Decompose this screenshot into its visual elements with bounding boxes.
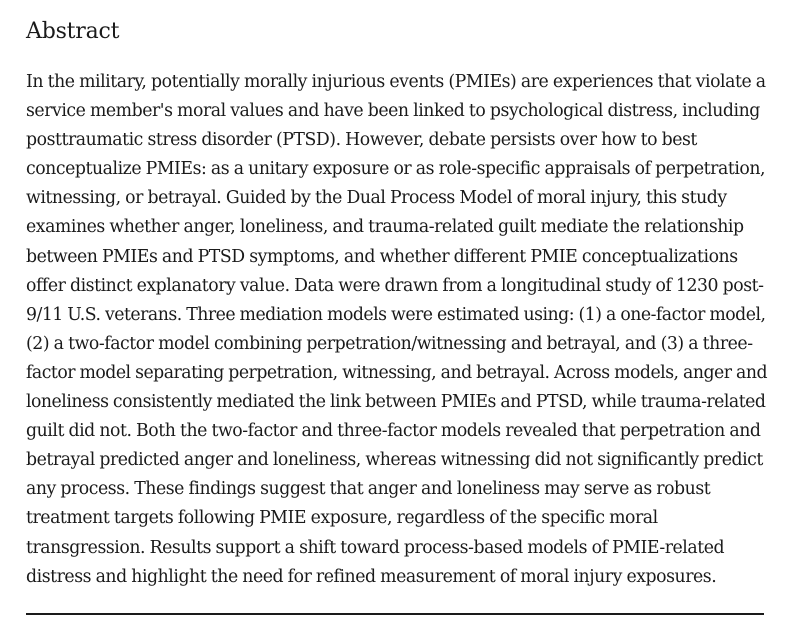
abstract-line: loneliness consistently mediated the link between PMIEs and PTSD, while trauma-related bbox=[26, 392, 766, 413]
abstract-line: guilt did not. Both the two-factor and three-factor models revealed that perpetration and bbox=[26, 421, 761, 442]
abstract-line: posttraumatic stress disorder (PTSD). However, debate persists over how to best bbox=[26, 130, 697, 151]
abstract-line: conceptualize PMIEs: as a unitary exposure or as role-specific appraisals of perpetration, bbox=[26, 159, 766, 180]
abstract-line: witnessing, or betrayal. Guided by the Dual Process Model of moral injury, this study bbox=[26, 188, 727, 209]
abstract-line: between PMIEs and PTSD symptoms, and whether different PMIE conceptualizations bbox=[26, 246, 738, 267]
abstract-line: transgression. Results support a shift toward process-based models of PMIE-related bbox=[26, 537, 725, 558]
abstract-line: (2) a two-factor model combining perpetration/witnessing and betrayal, and (3) a three- bbox=[26, 333, 753, 354]
abstract-line: service member's moral values and have been linked to psychological distress, including bbox=[26, 101, 760, 122]
abstract-line: factor model separating perpetration, witnessing, and betrayal. Across models, anger and bbox=[26, 362, 768, 383]
abstract-line: examines whether anger, loneliness, and trauma-related guilt mediate the relationship bbox=[26, 217, 744, 238]
section-divider bbox=[26, 613, 764, 615]
abstract-line: In the military, potentially morally injurious events (PMIEs) are experiences that violate a bbox=[26, 72, 766, 92]
abstract-line: treatment targets following PMIE exposure, regardless of the specific moral bbox=[26, 508, 658, 529]
abstract-heading: Abstract bbox=[26, 19, 120, 44]
abstract-line: distress and highlight the need for refined measurement of moral injury exposures. bbox=[26, 566, 717, 587]
abstract-line: any process. These findings suggest that anger and loneliness may serve as robust bbox=[26, 479, 711, 500]
abstract-line: betrayal predicted anger and loneliness, whereas witnessing did not significantly predict bbox=[26, 450, 763, 471]
abstract-section bbox=[26, 16, 768, 592]
abstract-line: 9/11 U.S. veterans. Three mediation models were estimated using: (1) a one-factor model, bbox=[26, 304, 766, 325]
abstract-line: offer distinct explanatory value. Data were drawn from a longitudinal study of 1230 post- bbox=[26, 275, 764, 296]
abstract-body bbox=[26, 68, 768, 592]
